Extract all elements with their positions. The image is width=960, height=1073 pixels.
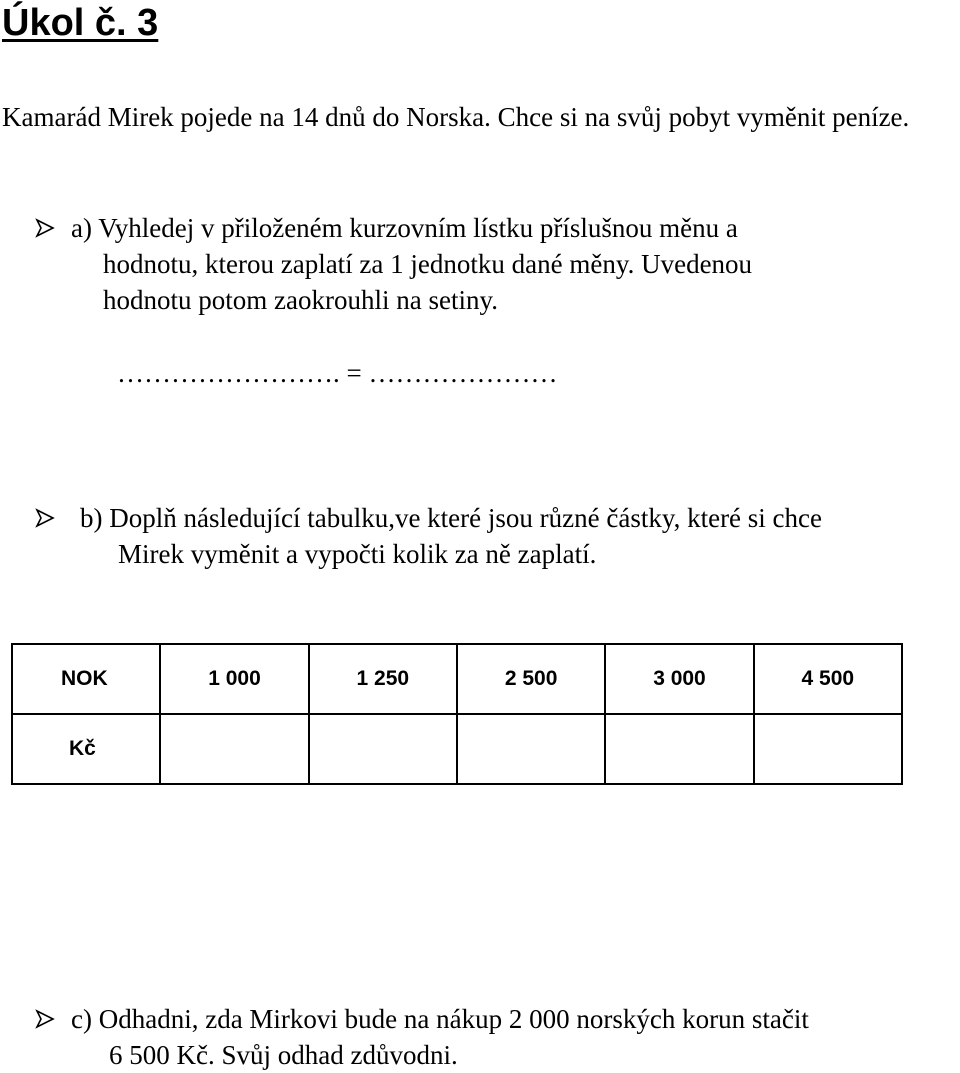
exchange-table [11, 643, 903, 785]
table-cell: 4 500 [754, 644, 902, 714]
task-title: Úkol č. 3 [2, 2, 159, 44]
task-a-line-2: hodnotu, kterou zaplatí za 1 jednotku dané měny. Uvedenou [103, 249, 753, 279]
table-row-kc [12, 714, 902, 784]
task-a [34, 210, 914, 318]
arrowhead-bullet-icon [34, 500, 56, 536]
arrowhead-bullet-icon [34, 210, 56, 246]
table-cell: 1 250 [309, 644, 457, 714]
table-cell-empty[interactable] [605, 714, 753, 784]
task-a-line-1: a) Vyhledej v přiloženém kurzovním lístku příslušnou měnu a [71, 213, 738, 243]
answer-blank: ……………………. = ………………… [117, 358, 558, 388]
task-b-line-1: b) Doplň následující tabulku,ve které jsou různé částky, které si chce [80, 503, 822, 533]
task-c-line-1: c) Odhadni, zda Mirkovi bude na nákup 2 000 norských korun stačit [71, 1004, 809, 1034]
arrowhead-bullet-icon [34, 1001, 56, 1037]
table-cell-empty[interactable] [160, 714, 308, 784]
task-c [34, 1001, 954, 1073]
table-row-nok [12, 644, 902, 714]
table-cell: 1 000 [160, 644, 308, 714]
intro-paragraph: Kamarád Mirek pojede na 14 dnů do Norska. Chce si na svůj pobyt vyměnit peníze. [2, 102, 910, 132]
task-c-line-2: 6 500 Kč. Svůj odhad zdůvodni. [109, 1040, 458, 1070]
task-b-line-2: Mirek vyměnit a vypočti kolik za ně zaplatí. [118, 539, 597, 569]
task-b [34, 500, 954, 572]
table-cell: 3 000 [605, 644, 753, 714]
table-cell-label-kc: Kč [12, 714, 160, 784]
table-cell-empty[interactable] [309, 714, 457, 784]
table-cell-label-nok: NOK [12, 644, 160, 714]
task-a-line-3: hodnotu potom zaokrouhli na setiny. [103, 285, 498, 315]
table-cell-empty[interactable] [457, 714, 605, 784]
table-cell: 2 500 [457, 644, 605, 714]
table-cell-empty[interactable] [754, 714, 902, 784]
